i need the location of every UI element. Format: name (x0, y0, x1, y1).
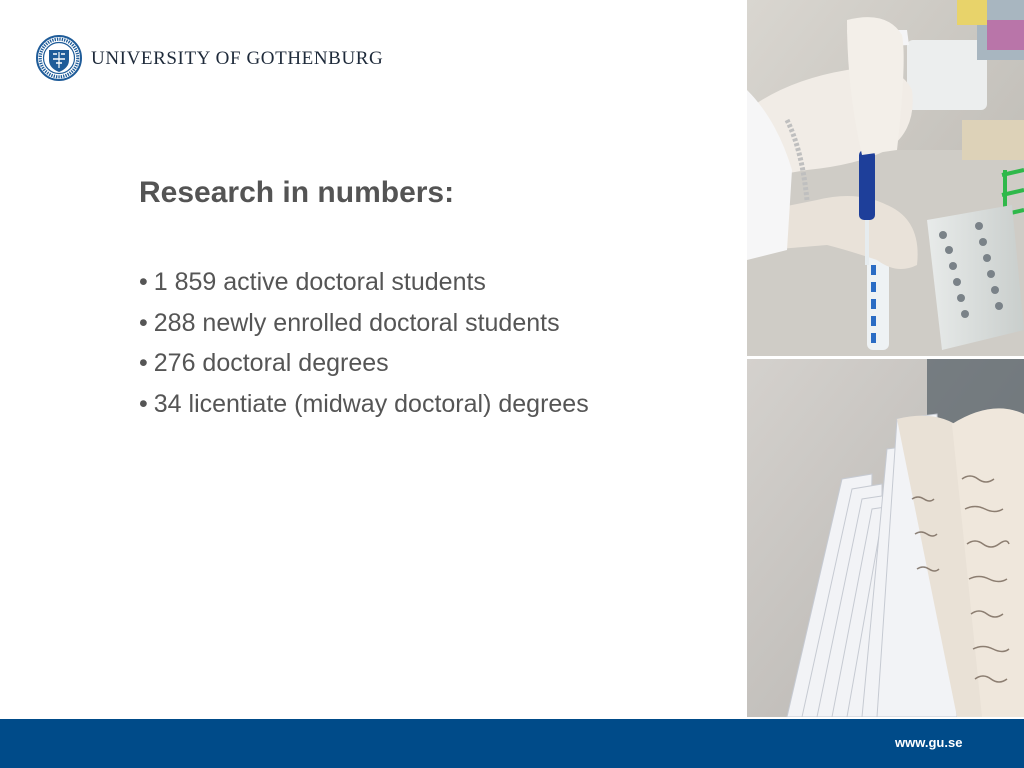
bullet-mark: • (139, 349, 148, 377)
stats-list-item (139, 384, 589, 425)
stats-list-item (139, 303, 589, 344)
stats-list-item-text: 1 859 active doctoral students (153, 268, 486, 296)
university-seal-icon (36, 35, 82, 81)
slide-title: Research in numbers: (139, 176, 455, 209)
footer-bar (0, 719, 1024, 768)
stats-list-item (139, 262, 589, 303)
bullet-mark: • (139, 308, 148, 337)
notebook-pages-photo (747, 359, 1024, 717)
stats-list-item-text: 34 licentiate (midway doctoral) degrees (153, 389, 589, 418)
lab-pipette-photo (747, 0, 1024, 356)
stats-list-item-text: 288 newly enrolled doctoral students (153, 308, 560, 337)
website-link[interactable]: www.gu.se (895, 735, 963, 750)
university-name: UNIVERSITY OF GOTHENBURG (91, 47, 384, 69)
stats-list-item-text: 276 doctoral degrees (153, 349, 389, 377)
bullet-mark: • (139, 389, 148, 418)
stats-list (139, 262, 589, 424)
stats-list-item (139, 343, 589, 384)
university-logo (36, 34, 383, 82)
bullet-mark: • (139, 268, 148, 296)
